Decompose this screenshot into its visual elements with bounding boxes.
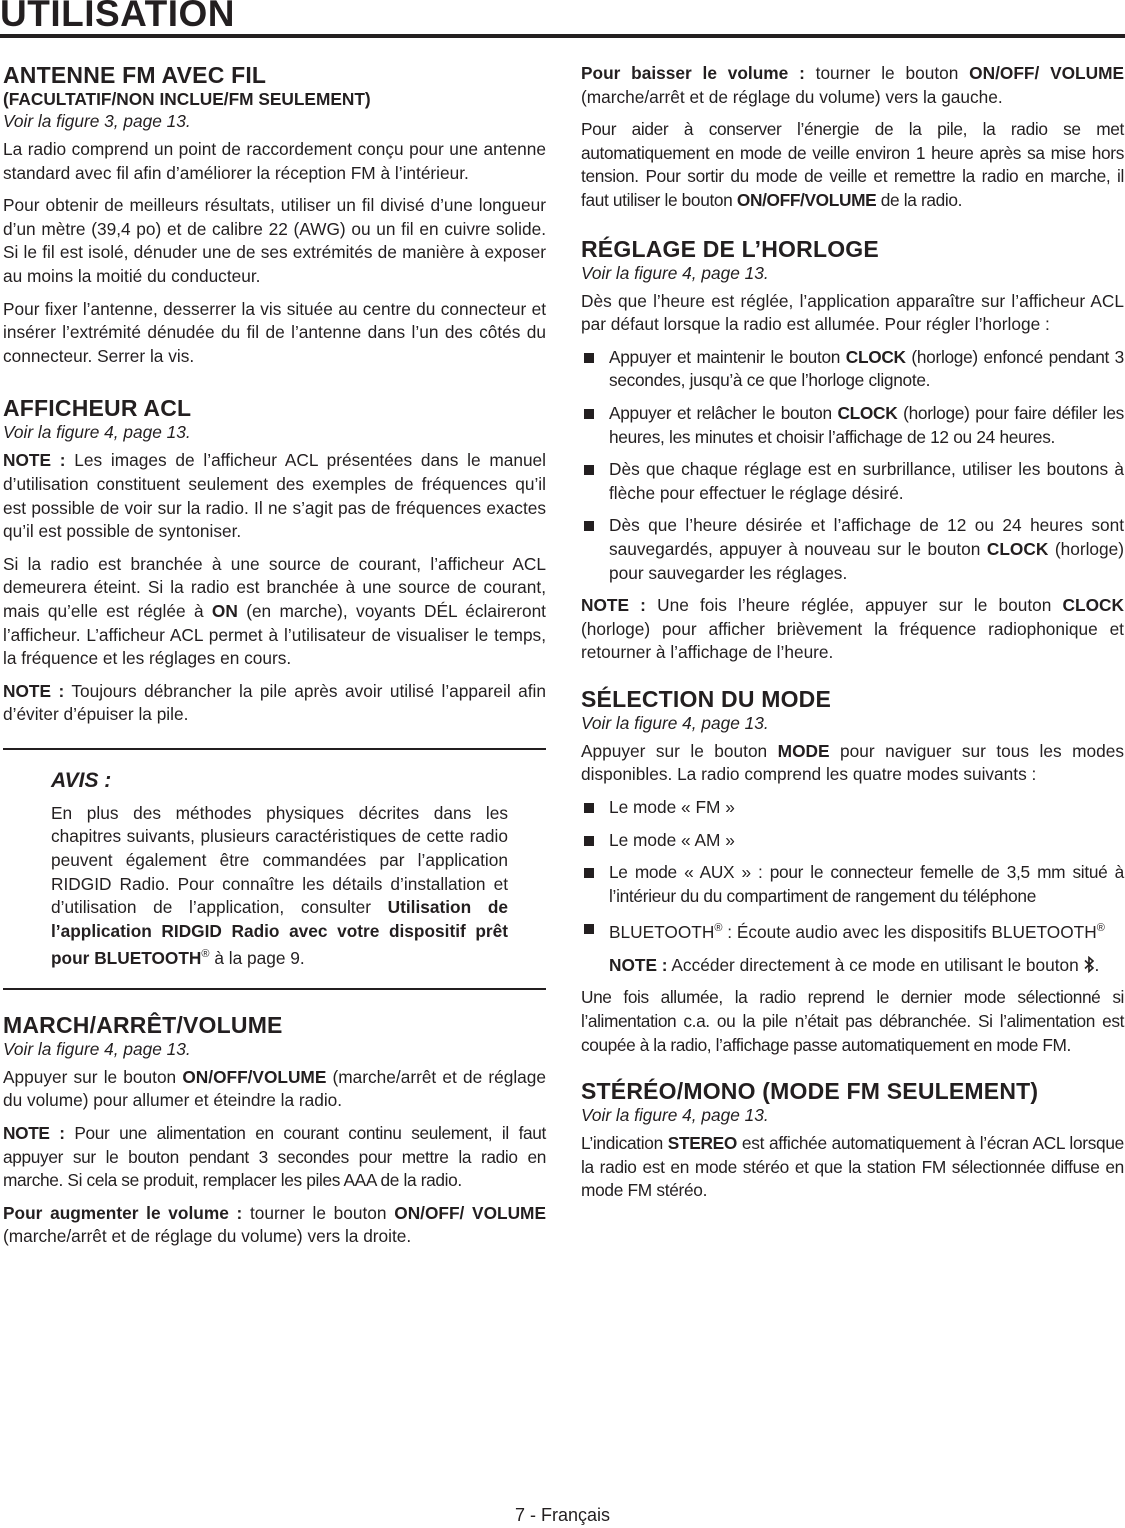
notice-box xyxy=(3,748,546,990)
text: Appuyer sur le bouton xyxy=(3,1066,183,1087)
page-title: UTILISATION xyxy=(0,0,236,34)
stereo-figure-ref: Voir la figure 4, page 13. xyxy=(581,1105,769,1126)
text: tourner le bouton xyxy=(804,63,970,83)
note-text: Les images de l’afficheur ACL présentées dans le manuel d’utilisation constituent seulement des exemples de fréquences qu’il est possible de voir sur la radio. Il ne s’agit pas de fréquences exactes qu’il est possible de syntoniser. xyxy=(3,450,547,542)
text: à la page 9. xyxy=(209,948,305,969)
text: (horloge) pour sauvegarder les réglages. xyxy=(609,538,1124,583)
lcd-note xyxy=(3,680,546,727)
lcd-figure-ref: Voir la figure 4, page 13. xyxy=(3,422,191,443)
bluetooth-note xyxy=(581,954,1124,978)
note-text: Toujours débrancher la pile après avoir utilisé l’appareil afin d’éviter d’épuiser la pile. xyxy=(3,680,546,725)
mode-intro xyxy=(581,740,1124,787)
page-footer: 7 - Français xyxy=(514,1505,611,1525)
title-rule xyxy=(0,34,1125,38)
text: : Écoute audio avec les dispositifs BLUETOOTH xyxy=(722,922,1097,943)
text: (marche/arrêt et de réglage du volume) pour allumer et éteindre la radio. xyxy=(3,1066,547,1111)
volume-up-paragraph xyxy=(3,1202,546,1249)
text: pour naviguer sur tous les modes disponibles. La radio comprend les quatre modes suivants : xyxy=(581,740,1124,785)
square-bullet-icon xyxy=(584,924,594,934)
text: de la radio. xyxy=(876,189,963,210)
text: Accéder directement à ce mode en utilisant le bouton xyxy=(667,954,1084,975)
text: Pour aider à conserver l’énergie de la pile, la radio se met automatiquement en mode de veille environ 1 heure après sa mise hors tension. Pour sortir du mode de veille et remettre la radio en marche, il faut utiliser le bouton xyxy=(581,119,1124,210)
clock-heading: RÉGLAGE DE L’HORLOGE xyxy=(581,235,879,262)
notice-title: AVIS : xyxy=(51,768,112,792)
volume-down-paragraph xyxy=(581,62,1124,109)
text: (en marche), voyants DÉL éclaireront l’afficheur. L’afficheur ACL permet à l’utilisateur de visualiser le temps, la fréquence et les réglages en cours. xyxy=(3,600,546,669)
section-antenna xyxy=(3,62,546,368)
clock-note xyxy=(581,594,1124,665)
stereo-heading: STÉRÉO/MONO (MODE FM SEULEMENT) xyxy=(581,1078,1039,1105)
lcd-note xyxy=(3,449,546,543)
list-item xyxy=(581,346,1124,393)
button-name: ON/OFF/ VOLUME xyxy=(969,63,1124,83)
antenna-heading: ANTENNE FM AVEC FIL xyxy=(3,62,267,88)
note-text: Pour une alimentation en courant continu seulement, il faut appuyer sur le bouton pendant 3 secondes pour mettre la radio en marche. Si cela se produit, remplacer les piles AAA de la radio. xyxy=(3,1122,546,1191)
standby-paragraph xyxy=(581,118,1124,212)
power-note xyxy=(3,1122,546,1193)
text: (marche/arrêt et de réglage du volume) vers la droite. xyxy=(3,1226,412,1247)
text: Si la radio est branchée à une source de courant, l’afficheur ACL demeurera éteint. Si la radio est branchée à une source de courant, mais qu’elle est réglée à xyxy=(3,553,546,621)
mode-list xyxy=(581,796,1124,945)
antenna-figure-ref: Voir la figure 3, page 13. xyxy=(3,111,191,131)
list-item xyxy=(581,917,1124,944)
text: Une fois l’heure réglée, appuyer sur le bouton xyxy=(645,595,1063,616)
button-name: CLOCK xyxy=(845,346,906,367)
square-bullet-icon xyxy=(584,353,594,363)
text: (horloge) pour afficher brièvement la fréquence radiophonique et retourner à l’affichage de l’heure. xyxy=(581,618,1124,663)
section-stereo xyxy=(581,1078,1124,1203)
text: Appuyer et relâcher le bouton xyxy=(609,402,838,423)
text: Dès que chaque réglage est en surbrillance, utiliser les boutons à flèche pour effectuer le réglage désiré. xyxy=(609,459,1124,503)
power-figure-ref: Voir la figure 4, page 13. xyxy=(3,1038,191,1059)
text: BLUETOOTH xyxy=(609,922,715,943)
text: (marche/arrêt et de réglage du volume) vers la gauche. xyxy=(581,86,1003,107)
antenna-paragraph: Pour fixer l’antenne, desserrer la vis située au centre du connecteur et insérer l’extrémité dénudée du fil de l’antenne dans l’un des côtés du connecteur. Serrer la vis. xyxy=(3,298,546,366)
text: L’indication xyxy=(581,1133,668,1154)
right-column xyxy=(581,62,1124,1212)
left-column xyxy=(3,62,546,1258)
square-bullet-icon xyxy=(584,409,594,419)
section-lcd xyxy=(3,395,546,727)
notice-text xyxy=(51,802,508,971)
bluetooth-icon xyxy=(1084,956,1095,973)
text: Dès que l’heure désirée et l’affichage de 12 ou 24 heures sont sauvegardés, appuyer à nouveau sur le bouton xyxy=(609,515,1124,559)
mode-figure-ref: Voir la figure 4, page 13. xyxy=(581,712,769,733)
power-paragraph xyxy=(3,1066,546,1113)
clock-intro: Dès que l’heure est réglée, l’application apparaître sur l’afficheur ACL par défaut lorsque la radio est allumée. Pour régler l’horloge : xyxy=(581,290,1124,335)
section-clock xyxy=(581,236,1124,665)
list-item xyxy=(581,861,1124,908)
registered-mark: ® xyxy=(201,948,210,961)
note-label: NOTE : xyxy=(3,1122,65,1143)
square-bullet-icon xyxy=(584,836,594,846)
square-bullet-icon xyxy=(584,803,594,813)
note-label: NOTE : xyxy=(3,450,66,471)
mode-heading: SÉLECTION DU MODE xyxy=(581,685,832,712)
lcd-paragraph xyxy=(3,553,546,671)
button-name: ON/OFF/ VOLUME xyxy=(394,1202,546,1223)
registered-mark: ® xyxy=(714,922,723,935)
antenna-subheading: (FACULTATIF/NON INCLUE/FM SEULEMENT) xyxy=(3,89,371,109)
app-reference: Utilisation de l’application RIDGID Radio avec votre dispositif prêt pour BLUETOOTH xyxy=(51,897,508,969)
text: . xyxy=(1094,954,1100,975)
text: tourner le bouton xyxy=(242,1202,395,1223)
list-item xyxy=(581,829,1124,853)
button-name: ON/OFF/VOLUME xyxy=(182,1066,327,1087)
list-item xyxy=(581,796,1124,820)
volume-up-label: Pour augmenter le volume : xyxy=(3,1202,243,1223)
text: Appuyer sur le bouton xyxy=(581,740,778,761)
square-bullet-icon xyxy=(584,868,594,878)
button-name: MODE xyxy=(777,740,830,761)
power-heading: MARCH/ARRÊT/VOLUME xyxy=(3,1011,283,1038)
list-item xyxy=(581,402,1124,449)
text: est affichée automatiquement à l’écran ACL lorsque la radio est en mode stéréo et que la station FM sélectionnée diffuse en mode FM stéréo. xyxy=(581,1133,1124,1201)
section-mode xyxy=(581,686,1124,1057)
clock-figure-ref: Voir la figure 4, page 13. xyxy=(581,262,769,283)
button-name: CLOCK xyxy=(986,538,1049,559)
list-item xyxy=(581,514,1124,585)
text: Le mode « AUX » : pour le connecteur femelle de 3,5 mm situé à l’intérieur du du compartiment de rangement du téléphone xyxy=(609,862,1124,906)
button-name: CLOCK xyxy=(837,402,898,423)
lcd-heading: AFFICHEUR ACL xyxy=(3,395,192,422)
note-label: NOTE : xyxy=(581,595,646,616)
text: (horloge) pour faire défiler les heures, les minutes et choisir l’affichage de 12 ou 24 heures. xyxy=(609,402,1124,447)
text: Le mode « FM » xyxy=(609,797,735,818)
on-label: ON xyxy=(211,600,238,621)
text: Le mode « AM » xyxy=(609,829,735,850)
mode-after: Une fois allumée, la radio reprend le dernier mode sélectionné si l’alimentation c.a. ou la pile n’était pas débranchée. Si l’alimentation est coupée à la radio, l’affichage passe automatiquement en mode FM. xyxy=(581,987,1124,1055)
note-label: NOTE : xyxy=(3,680,65,701)
antenna-paragraph: La radio comprend un point de raccordement conçu pour une antenne standard avec fil afin d’améliorer la réception FM à l’intérieur. xyxy=(3,139,546,183)
indicator-name: STEREO xyxy=(667,1133,738,1154)
registered-mark: ® xyxy=(1096,922,1105,935)
clock-steps-list xyxy=(581,346,1124,585)
list-item xyxy=(581,458,1124,505)
button-name: CLOCK xyxy=(1062,595,1124,616)
section-power xyxy=(3,1012,546,1249)
note-label: NOTE : xyxy=(609,954,668,975)
square-bullet-icon xyxy=(584,465,594,475)
volume-down-label: Pour baisser le volume : xyxy=(581,63,805,83)
text: Appuyer et maintenir le bouton xyxy=(609,346,846,367)
text: En plus des méthodes physiques décrites dans les chapitres suivants, plusieurs caractéristiques de cette radio peuvent également être commandées par l’application RIDGID Radio. Pour connaître les détails d’installation et d’utilisation de l’application, consulter xyxy=(51,802,508,918)
square-bullet-icon xyxy=(584,521,594,531)
stereo-paragraph xyxy=(581,1132,1124,1203)
antenna-paragraph: Pour obtenir de meilleurs résultats, utiliser un fil divisé d’une longueur d’un mètre (39,4 po) et de calibre 22 (AWG) ou un fil en cuivre solide. Si le fil est isolé, dénuder une de ses extrémités de manière à exposer au moins la moitié du conducteur. xyxy=(3,195,546,286)
text: (horloge) enfoncé pendant 3 secondes, jusqu’à ce que l’horloge clignote. xyxy=(609,346,1124,391)
button-name: ON/OFF/VOLUME xyxy=(736,189,877,210)
